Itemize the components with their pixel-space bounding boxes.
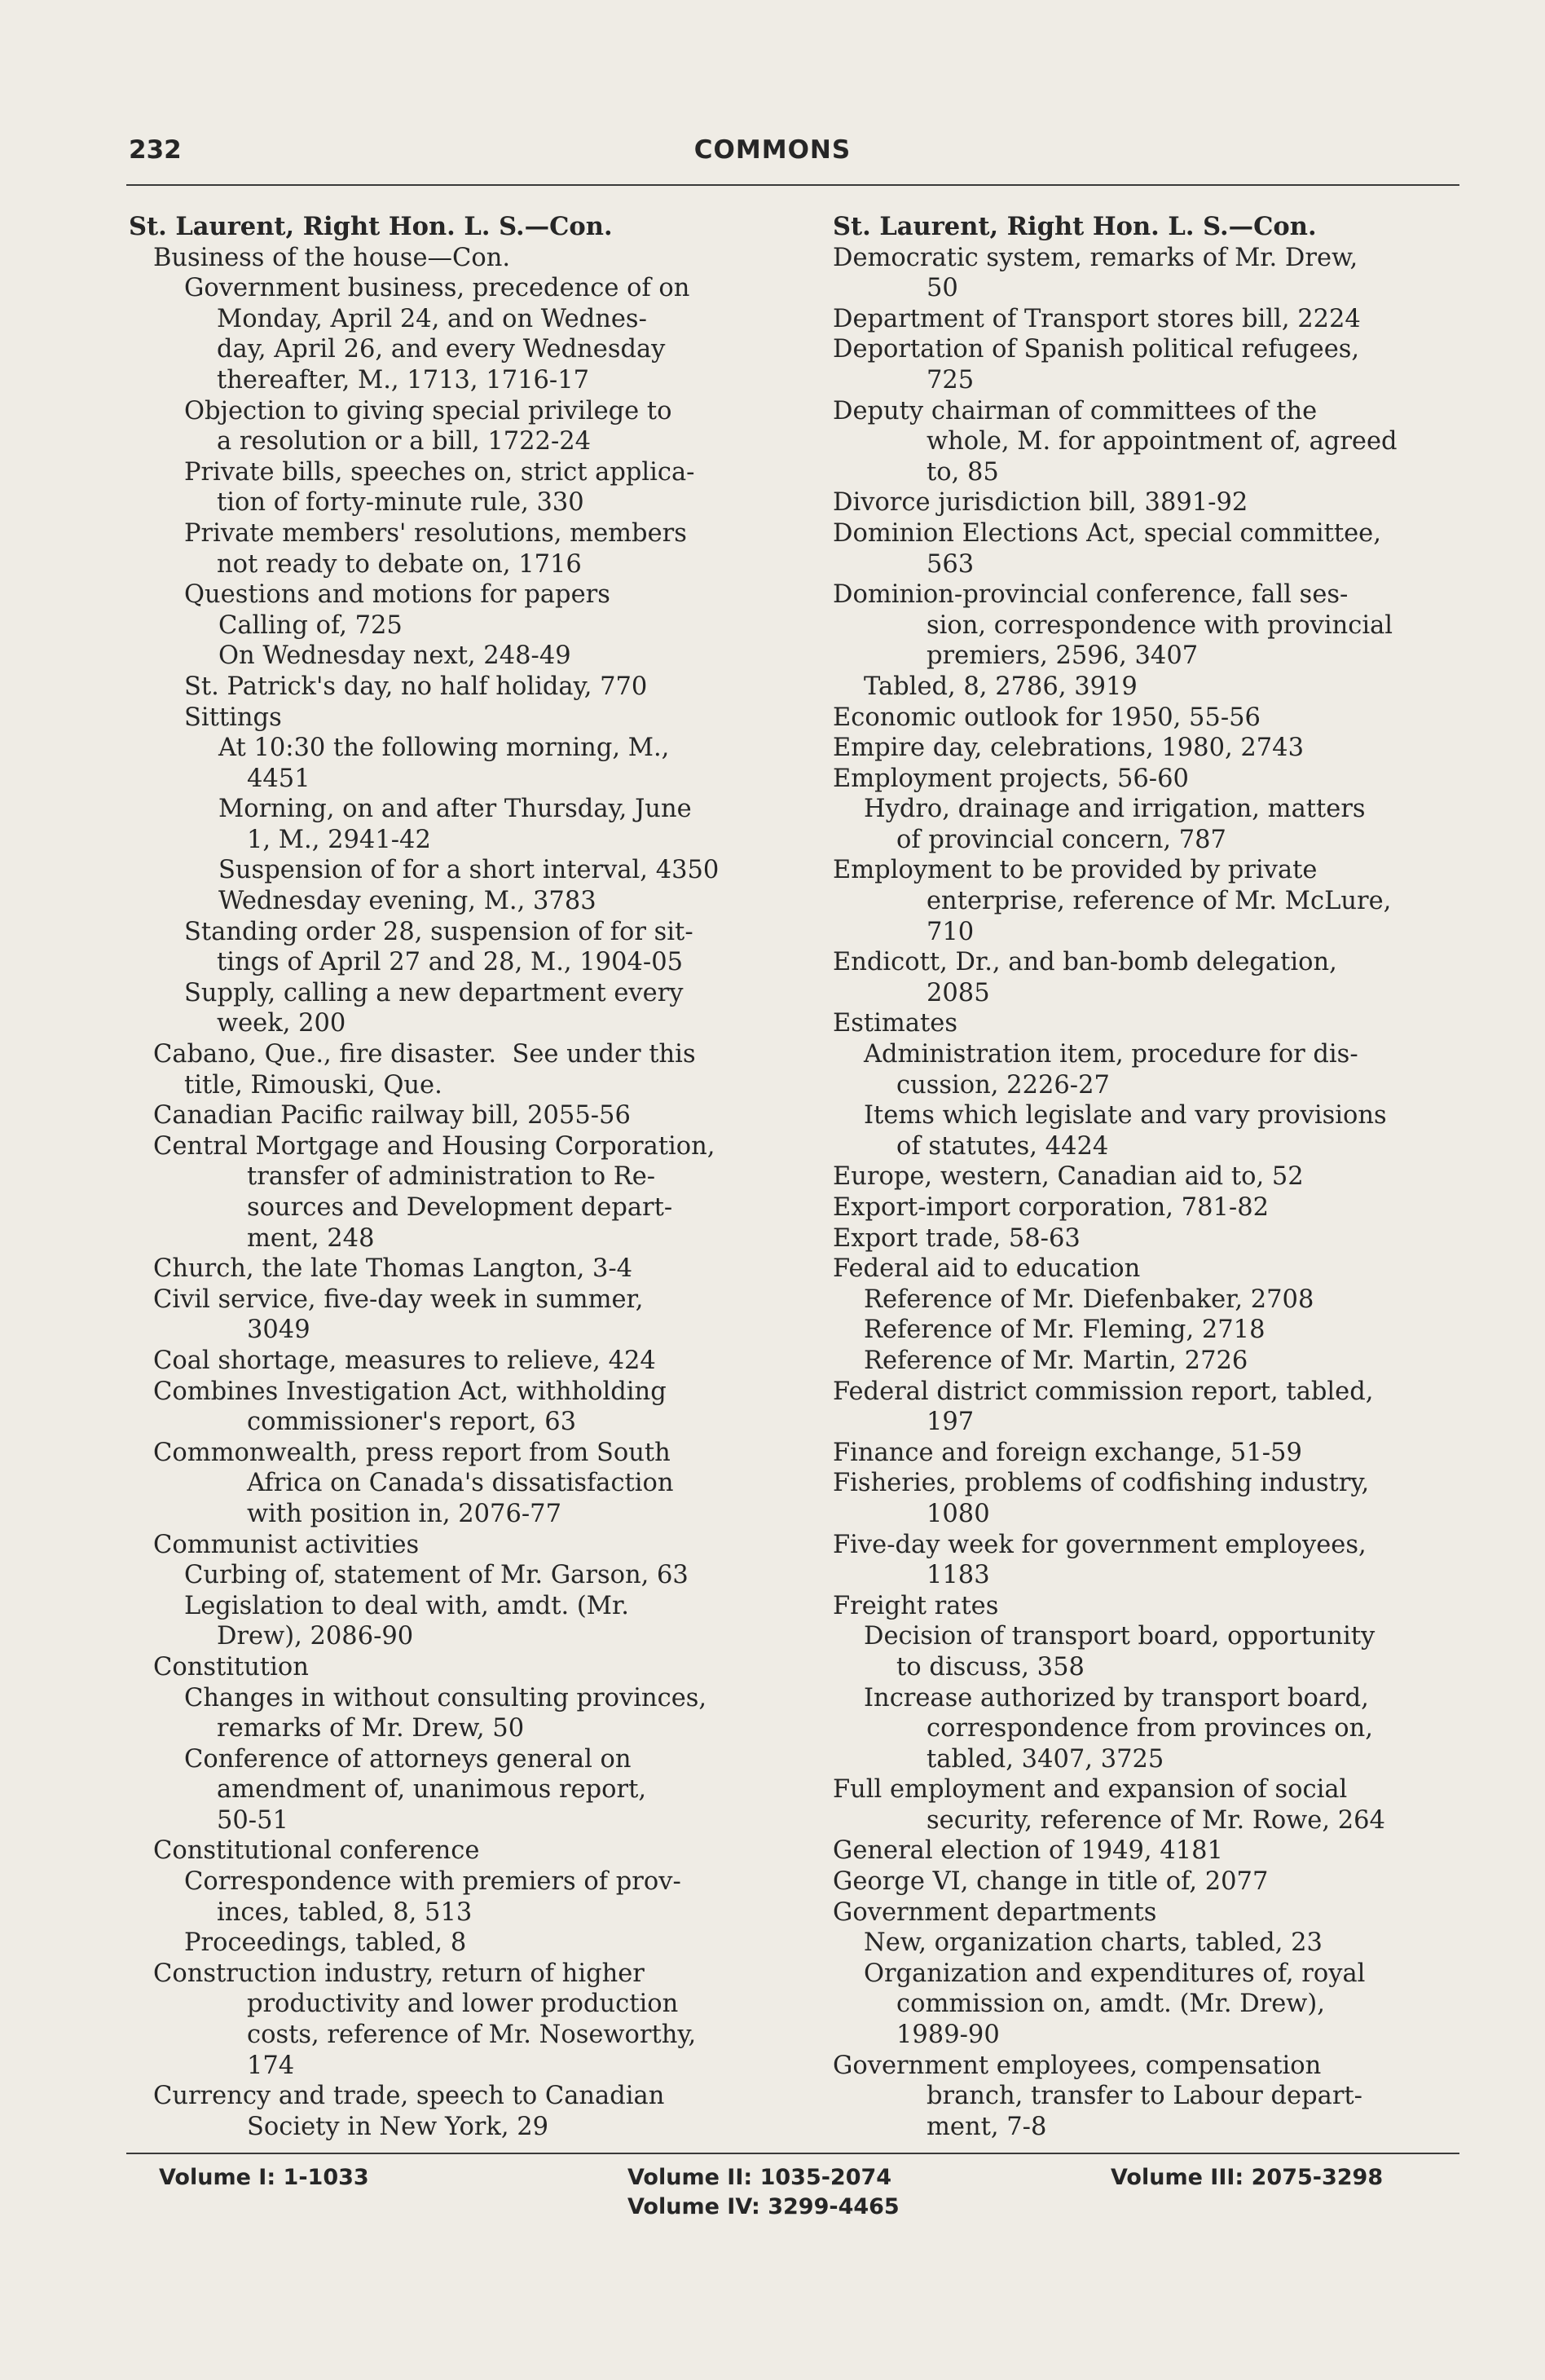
index-entry-line: Africa on Canada's dissatisfaction xyxy=(247,1469,674,1498)
index-entry-line: Suspension of for a short interval, 4350 xyxy=(218,856,720,885)
index-entry-line: Private members' resolutions, members xyxy=(184,518,687,548)
index-entry-line: commission on, amdt. (Mr. Drew), xyxy=(896,1990,1326,2019)
volume-range-4: Volume IV: 3299-4465 xyxy=(627,2194,900,2219)
index-entry-line: Constitutional conference xyxy=(153,1836,480,1866)
running-header xyxy=(0,135,1545,176)
index-entry-line: Tabled, 8, 2786, 3919 xyxy=(864,672,1138,701)
left-index-column xyxy=(129,212,748,2142)
index-entry-line: Questions and motions for papers xyxy=(184,580,610,610)
index-entry-line: Conference of attorneys general on xyxy=(184,1744,632,1774)
index-entry-line: On Wednesday next, 248-49 xyxy=(218,641,571,671)
index-entry-line: Hydro, drainage and irrigation, matters xyxy=(864,795,1366,824)
index-entry-line: ment, 7-8 xyxy=(927,2112,1047,2141)
volume-range-1: Volume I: 1-1033 xyxy=(159,2165,369,2190)
index-entry-line: 1, M., 2941-42 xyxy=(247,825,431,854)
index-entry-line: Empire day, celebrations, 1980, 2743 xyxy=(833,734,1304,763)
volume-range-2: Volume II: 1035-2074 xyxy=(627,2165,892,2190)
index-entry-line: a resolution or a bill, 1722-24 xyxy=(217,427,592,456)
index-entry-line: 174 xyxy=(247,2051,295,2080)
index-entry-line: Dominion-provincial conference, fall ses- xyxy=(833,580,1349,610)
index-entry-line: Curbing of, statement of Mr. Garson, 63 xyxy=(184,1561,689,1590)
index-entry-line: productivity and lower production xyxy=(247,1990,679,2019)
index-entry-line: Employment to be provided by private xyxy=(833,856,1318,885)
index-entry-line: day, April 26, and every Wednesday xyxy=(217,335,666,364)
index-entry-line: Canadian Pacific railway bill, 2055-56 xyxy=(153,1101,631,1130)
index-entry-line: tabled, 3407, 3725 xyxy=(927,1744,1164,1774)
index-entry-line: Estimates xyxy=(833,1009,957,1038)
index-entry-line: Combines Investigation Act, withholding xyxy=(153,1377,667,1406)
index-entry-line: title, Rimouski, Que. xyxy=(184,1070,442,1100)
index-entry-line: Deputy chairman of committees of the xyxy=(833,396,1318,425)
index-entry-line: Construction industry, return of higher xyxy=(153,1959,645,1988)
index-entry-line: Reference of Mr. Diefenbaker, 2708 xyxy=(864,1285,1314,1314)
index-entry-line: Central Mortgage and Housing Corporation, xyxy=(153,1131,715,1161)
index-entry-line: 197 xyxy=(927,1408,975,1437)
index-entry-line: Correspondence with premiers of prov- xyxy=(184,1867,681,1897)
index-entry-line: Church, the late Thomas Langton, 3-4 xyxy=(153,1254,633,1284)
header-rule xyxy=(126,184,1459,186)
index-entry-line: Cabano, Que., fire disaster. See under this xyxy=(153,1040,696,1069)
index-entry-line: week, 200 xyxy=(217,1009,346,1038)
index-entry-line: New, organization charts, tabled, 23 xyxy=(864,1928,1323,1958)
index-entry-line: Reference of Mr. Martin, 2726 xyxy=(864,1346,1248,1375)
index-entry-line: Dominion Elections Act, special committee, xyxy=(833,518,1381,548)
index-entry-line: of provincial concern, 787 xyxy=(896,825,1226,854)
index-entry-line: Business of the house—Con. xyxy=(153,243,511,272)
index-entry-line: whole, M. for appointment of, agreed xyxy=(927,427,1398,456)
index-entry-line: Drew), 2086-90 xyxy=(217,1622,414,1651)
index-entry-line: inces, tabled, 8, 513 xyxy=(217,1897,473,1927)
volume-range-3: Volume III: 2075-3298 xyxy=(1111,2165,1384,2190)
index-entry-line: 710 xyxy=(927,917,975,946)
index-entry-line: 563 xyxy=(927,549,975,579)
index-entry-line: Government business, precedence of on xyxy=(184,274,690,303)
index-entry-line: tion of forty-minute rule, 330 xyxy=(217,488,584,518)
index-entry-line: Private bills, speeches on, strict applica- xyxy=(184,457,695,487)
index-entry-line: Monday, April 24, and on Wednes- xyxy=(217,304,647,333)
index-entry-line: to, 85 xyxy=(927,457,999,487)
index-entry-line: premiers, 2596, 3407 xyxy=(927,641,1199,671)
index-entry-line: 1080 xyxy=(927,1499,990,1528)
index-entry-line: Export-import corporation, 781-82 xyxy=(833,1193,1270,1222)
right-index-column xyxy=(833,212,1460,2142)
index-entry-line: Freight rates xyxy=(833,1591,999,1620)
index-entry-line: Government employees, compensation xyxy=(833,2051,1322,2080)
index-entry-line: of statutes, 4424 xyxy=(896,1131,1109,1161)
index-entry-line: Commonwealth, press report from South xyxy=(153,1438,671,1467)
index-entry-line: Government departments xyxy=(833,1897,1157,1927)
index-entry-line: General election of 1949, 4181 xyxy=(833,1836,1223,1866)
index-entry-line: sources and Development depart- xyxy=(247,1193,673,1222)
index-entry-line: 4451 xyxy=(247,764,310,793)
index-entry-line: Fisheries, problems of codfishing industry, xyxy=(833,1469,1370,1498)
index-entry-line: Divorce jurisdiction bill, 3891-92 xyxy=(833,488,1248,518)
index-entry-line: George VI, change in title of, 2077 xyxy=(833,1867,1269,1897)
index-heading: St. Laurent, Right Hon. L. S.—Con. xyxy=(833,212,1317,241)
index-entry-line: 1183 xyxy=(927,1561,990,1590)
index-entry-line: 1989-90 xyxy=(896,2021,1000,2050)
index-entry-line: Items which legislate and vary provisions xyxy=(864,1101,1387,1130)
index-entry-line: Legislation to deal with, amdt. (Mr. xyxy=(184,1591,629,1620)
index-entry-line: branch, transfer to Labour depart- xyxy=(927,2082,1362,2111)
index-entry-line: Wednesday evening, M., 3783 xyxy=(218,887,596,916)
index-entry-line: remarks of Mr. Drew, 50 xyxy=(217,1714,525,1743)
index-entry-line: enterprise, reference of Mr. McLure, xyxy=(927,887,1392,916)
index-entry-line: Decision of transport board, opportunity xyxy=(864,1622,1376,1651)
index-entry-line: ment, 248 xyxy=(247,1223,375,1253)
index-entry-line: thereafter, M., 1713, 1716-17 xyxy=(217,365,590,394)
index-entry-line: Coal shortage, measures to relieve, 424 xyxy=(153,1346,656,1375)
index-entry-line: Morning, on and after Thursday, June xyxy=(218,795,692,824)
index-entry-line: At 10:30 the following morning, M., xyxy=(218,734,670,763)
page-number: 232 xyxy=(129,135,182,165)
index-entry-line: 50-51 xyxy=(217,1805,288,1835)
index-entry-line: Europe, western, Canadian aid to, 52 xyxy=(833,1162,1304,1192)
index-entry-line: Economic outlook for 1950, 55-56 xyxy=(833,703,1261,732)
index-entry-line: cussion, 2226-27 xyxy=(896,1070,1110,1100)
index-entry-line: Currency and trade, speech to Canadian xyxy=(153,2082,665,2111)
page-title: COMMONS xyxy=(693,135,852,165)
index-entry-line: security, reference of Mr. Rowe, 264 xyxy=(927,1805,1385,1835)
index-entry-line: Federal district commission report, tabled, xyxy=(833,1377,1374,1406)
index-entry-line: 725 xyxy=(927,365,975,394)
index-entry-line: Department of Transport stores bill, 2224 xyxy=(833,304,1361,333)
index-entry-line: Democratic system, remarks of Mr. Drew, xyxy=(833,243,1358,272)
index-entry-line: Constitution xyxy=(153,1652,309,1681)
index-entry-line: costs, reference of Mr. Noseworthy, xyxy=(247,2021,697,2050)
index-entry-line: 50 xyxy=(927,274,958,303)
index-entry-line: Deportation of Spanish political refugees, xyxy=(833,335,1360,364)
index-entry-line: Civil service, five-day week in summer, xyxy=(153,1285,644,1314)
index-entry-line: Endicott, Dr., and ban-bomb delegation, xyxy=(833,948,1337,977)
index-entry-line: Society in New York, 29 xyxy=(247,2112,549,2141)
index-entry-line: Increase authorized by transport board, xyxy=(864,1683,1369,1712)
index-entry-line: transfer of administration to Re- xyxy=(247,1162,656,1192)
index-entry-line: Objection to giving special privilege to xyxy=(184,396,672,425)
index-entry-line: Calling of, 725 xyxy=(218,610,403,640)
index-entry-line: Reference of Mr. Fleming, 2718 xyxy=(864,1316,1265,1345)
index-entry-line: Export trade, 58-63 xyxy=(833,1223,1081,1253)
index-entry-line: Standing order 28, suspension of for sit- xyxy=(184,917,693,946)
index-entry-line: Supply, calling a new department every xyxy=(184,978,684,1007)
index-entry-line: Federal aid to education xyxy=(833,1254,1141,1284)
index-entry-line: St. Patrick's day, no half holiday, 770 xyxy=(184,672,648,701)
index-entry-line: amendment of, unanimous report, xyxy=(217,1775,647,1805)
index-entry-line: Full employment and expansion of social xyxy=(833,1775,1348,1805)
index-heading: St. Laurent, Right Hon. L. S.—Con. xyxy=(129,212,613,241)
index-entry-line: 3049 xyxy=(247,1316,310,1345)
index-entry-line: with position in, 2076-77 xyxy=(247,1499,561,1528)
index-entry-line: Administration item, procedure for dis- xyxy=(864,1040,1358,1069)
index-entry-line: Sittings xyxy=(184,703,282,732)
index-entry-line: to discuss, 358 xyxy=(896,1652,1085,1681)
index-entry-line: Proceedings, tabled, 8 xyxy=(184,1928,467,1958)
footer-rule xyxy=(126,2153,1459,2154)
index-entry-line: Communist activities xyxy=(153,1530,420,1559)
index-entry-line: Organization and expenditures of, royal xyxy=(864,1959,1366,1988)
index-entry-line: sion, correspondence with provincial xyxy=(927,610,1393,640)
index-entry-line: not ready to debate on, 1716 xyxy=(217,549,582,579)
index-entry-line: Employment projects, 56-60 xyxy=(833,764,1189,793)
index-entry-line: Finance and foreign exchange, 51-59 xyxy=(833,1438,1302,1467)
index-entry-line: commissioner's report, 63 xyxy=(247,1408,577,1437)
index-entry-line: 2085 xyxy=(927,978,990,1007)
index-entry-line: Changes in without consulting provinces, xyxy=(184,1683,707,1712)
index-entry-line: correspondence from provinces on, xyxy=(927,1714,1374,1743)
index-entry-line: tings of April 27 and 28, M., 1904-05 xyxy=(217,948,684,977)
index-entry-line: Five-day week for government employees, xyxy=(833,1530,1367,1559)
